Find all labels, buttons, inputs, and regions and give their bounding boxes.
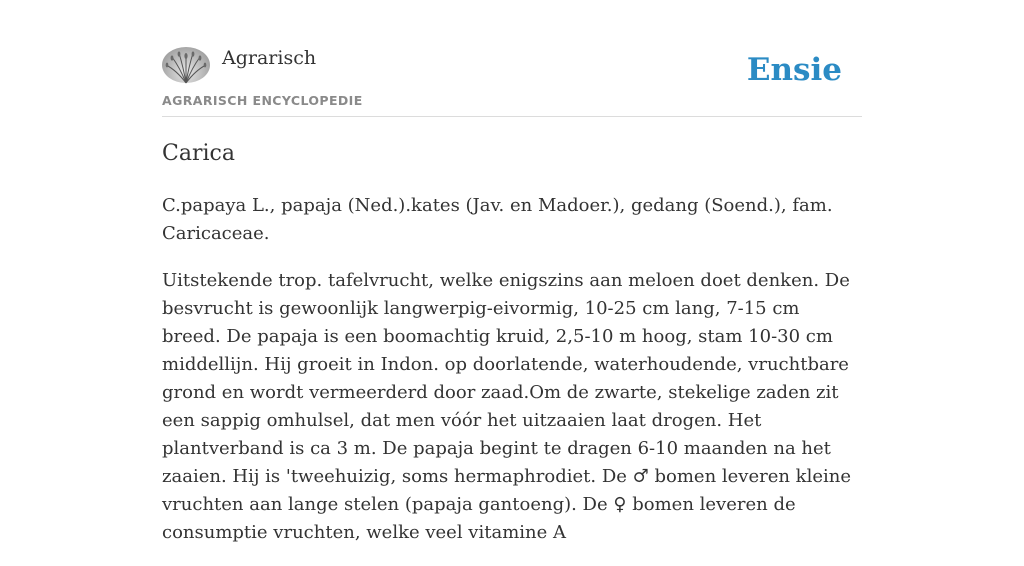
site-logo-link[interactable]: Ensie	[746, 52, 842, 88]
article-paragraph: C.papaya L., papaja (Ned.).kates (Jav. en Madoer.), gedang (Soend.), fam. Caricaceae.	[162, 195, 833, 244]
wheat-icon[interactable]	[162, 47, 210, 83]
article-paragraph: Uitstekende trop. tafelvrucht, welke enigszins aan meloen doet denken. De besvrucht is gewoonlijk langwerpig-eivormig, 10-25 cm lang, 7-15 cm breed. De papaja is een boomachtig kruid, 2,5-10 m hoog, stam 10-30 cm middellijn. Hij groeit in Indon. op doorlatende, waterhoudende, vruchtbare grond en wordt vermeerderd door zaad.Om de zwarte, stekelige zaden zit een sappig omhulsel, dat men vóór het uitzaaien laat drogen. Het plantverband is ca 3 m. De papaja begint te dragen 6-10 maanden na het zaaien. Hij is 'tweehuizig, soms hermaphrodiet. De ♂ bomen leveren kleine vruchten aan lange stelen (papaja gantoeng). De ♀ bomen leveren de consumptie vruchten, welke veel vitamine A	[162, 270, 852, 543]
brand-subtitle: AGRARISCH ENCYCLOPEDIE	[162, 93, 363, 108]
brand-name[interactable]: Agrarisch	[222, 47, 317, 69]
site-header	[162, 0, 862, 117]
wheat-illustration	[162, 47, 210, 83]
article-title: Carica	[162, 141, 235, 166]
article-body	[162, 192, 862, 566]
page	[162, 0, 862, 543]
